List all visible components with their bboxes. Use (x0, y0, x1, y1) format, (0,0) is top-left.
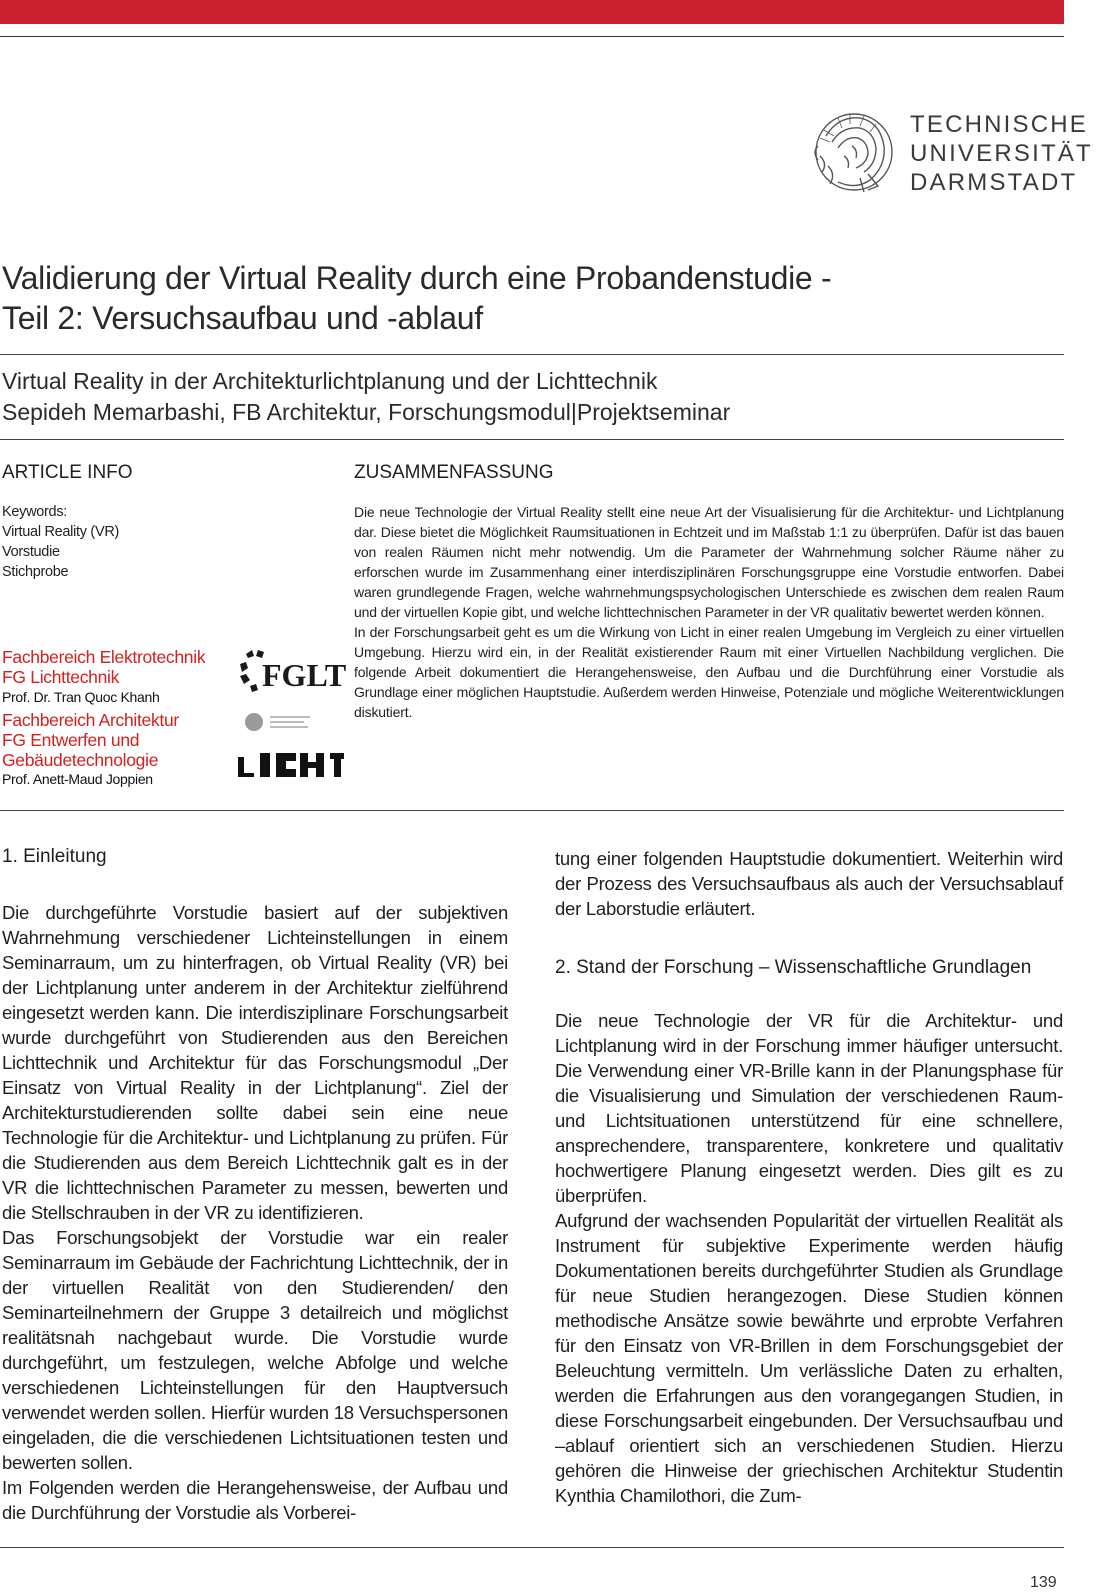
affiliation-group: FG Lichttechnik (2, 667, 120, 687)
abstract-text (354, 502, 1064, 722)
fglt-logo-icon (236, 646, 348, 694)
body-paragraph: Aufgrund der wachsenden Popularität der virtuellen Realität als Instrument für subjektive Experimente werden häufig Dokumentationen bereits durchgeführter Studien als Grundlage für neue Studien herangezogen. Diese Studien können methodische Ansätze sowie bewährte und erprobte Verfahren für den Einsatz von VR-Brillen in dem Forschungsgebiet der Beleuchtung vermitteln. Um verlässliche Daten zu erhalten, werden die Erfahrungen aus den vorangegangen Studien, in diese Forschungsarbeit eingebunden. Der Versuchsaufbau und –ablauf orientiert sich an verschiedenen Studien. Hierzu gehören die Hinweise der griechischen Architektur Studentin Kynthia Chamilothori, die Zum- (555, 1210, 1063, 1506)
affiliation-group: Gebäudetechnologie (2, 750, 159, 770)
keyword-item: Stichprobe (2, 564, 69, 580)
paper-title (2, 258, 831, 338)
footer-rule (0, 1547, 1064, 1548)
body-paragraph: Die neue Technologie der VR für die Architektur- und Lichtplanung wird in der Forschung immer häufiger untersucht. Die Verwendung einer VR-Brille kann in der Planungsphase für die Visualisierung und Simulation der verschiedenen Raum- und Lichtsituationen unterstützend für eine schnellere, ansprechendere, transparentere, konkretere und qualitativ hochwertigere Planung eingesetzt werden. Dies gilt es zu überprüfen. (555, 1010, 1063, 1206)
affiliation-professor: Prof. Dr. Tran Quoc Khanh (2, 689, 160, 705)
header-color-bar (0, 0, 1064, 24)
university-logo-icon (808, 106, 896, 198)
svg-text:FGLT: FGLT (262, 657, 347, 693)
author-line: Sepideh Memarbashi, FB Architektur, Forschungsmodul|Projektseminar (2, 399, 731, 425)
body-paragraph: tung einer folgenden Hauptstudie dokumentiert. Weiterhin wird der Prozess des Versuchsaufbaus als auch der Versuchsablauf der Laborstudie erläutert. (555, 848, 1063, 919)
university-name-line: UNIVERSITÄT (910, 140, 1093, 167)
affiliation-group: FG Entwerfen und (2, 730, 140, 750)
paper-subtitle (2, 366, 730, 428)
body-column-left (2, 900, 508, 1525)
licht-logo-icon (238, 751, 346, 779)
affiliation-professor: Prof. Anett-Maud Joppien (2, 771, 153, 787)
body-paragraph: Im Folgenden werden die Herangehensweise, der Aufbau und die Durchführung der Vorstudie als Vorberei- (2, 1477, 508, 1523)
subtitle-line-1: Virtual Reality in der Architekturlichtplanung und der Lichttechnik (2, 368, 658, 394)
university-name-line: DARMSTADT (910, 169, 1078, 196)
page-number: 139 (1030, 1574, 1057, 1591)
body-column-right (555, 846, 1063, 921)
body-paragraph: Das Forschungsobjekt der Vorstudie war ein realer Seminarraum im Gebäude der Fachrichtung Lichttechnik, der in der virtuellen Realität von den Studierenden/ den Seminarteilnehmern der Gruppe 3 detailreich und möglichst realitätsnah nachgebaut wurde. Die Vorstudie wurde durchgeführt, um festzulegen, welche Abfolge und welche verschiedenen Lichteinstellungen für den Hauptversuch verwendet werden sollen. Hierfür wurden 18 Versuchspersonen eingeladen, die die verschiedenen Lichtsituationen testen und bewerten sollen. (2, 1227, 508, 1473)
abstract-rule (0, 810, 1064, 811)
university-name (910, 110, 1093, 197)
abstract-paragraph: In der Forschungsarbeit geht es um die Wirkung von Licht in einer realen Umgebung im Vergleich zu einer virtuellen Umgebung. Hierzu wird ein, in der Realität existierender Raum mit einer Virtuellen Nachbildung verglichen. Die folgende Arbeit dokumentiert die Herangehensweise, den Aufbau und die Durchführung einer Vorstudie als Grundlage einer möglichen Hauptstudie. Außerdem werden Hinweise, Potenziale und mögliche Weiterentwicklungen diskutiert. (354, 624, 1064, 720)
title-line-1: Validierung der Virtual Reality durch eine Probandenstudie - (2, 260, 832, 296)
affiliation-department: Fachbereich Elektrotechnik (2, 647, 206, 667)
body-column-right-continued (555, 1008, 1063, 1508)
section-1-heading: 1. Einleitung (2, 846, 107, 867)
title-rule (0, 354, 1064, 355)
abstract-paragraph: Die neue Technologie der Virtual Reality stellt eine neue Art der Visualisierung für die Architektur- und Lichtplanung dar. Diese bietet die Möglichkeit Raumsituationen in Echtzeit und im Maßstab 1:1 zu überprüfen. Dafür ist das bauen von realen Räumen nicht mehr notwendig. Um die Parameter der Wahrnehmung solcher Räume näher zu erforschen wurde im Zusammenhang einer interdisziplinären Forschungsgruppe eine Vorstudie entworfen. Dabei waren grundlegende Fragen, welche wahrnehmungspsychologischen Unterschiede es zwischen dem realen Raum und der virtuellen Kopie gibt, und welche lichttechnischen Parameter in der VR qualitativ bewertet werden können. (354, 504, 1064, 620)
department-seal-icon (242, 708, 342, 736)
subtitle-rule (0, 439, 1064, 440)
keyword-item: Virtual Reality (VR) (2, 524, 120, 540)
university-name-line: TECHNISCHE (910, 111, 1089, 138)
title-line-2: Teil 2: Versuchsaufbau und -ablauf (2, 300, 483, 336)
body-paragraph: Die durchgeführte Vorstudie basiert auf der subjektiven Wahrnehmung verschiedener Lichteinstellungen in einem Seminarraum, um zu hinterfragen, ob Virtual Reality (VR) bei der Lichtplanung unter anderem in der Architektur zielführend eingesetzt werden kann. Die interdisziplinare Forschungsarbeit wurde durchgeführt von Studierenden aus den Bereichen Lichttechnik und Architektur für das Forschungsmodul „Der Einsatz von Virtual Reality in der Lichtplanung“. Ziel der Architekturstudierenden sollte dabei sein eine neue Technologie für die Architektur- und Lichtplanung zu prüfen. Für die Studierenden aus dem Bereich Lichttechnik galt es in der VR die lichttechnischen Parameter zu messen, bewerten und die Stellschrauben in der VR zu identifizieren. (2, 902, 508, 1223)
keywords-label: Keywords: (2, 504, 67, 520)
affiliation-department: Fachbereich Architektur (2, 710, 179, 730)
keywords-list (2, 502, 119, 582)
article-info-heading: ARTICLE INFO (2, 462, 133, 483)
header-rule (0, 36, 1064, 37)
abstract-heading: ZUSAMMENFASSUNG (354, 462, 554, 483)
keyword-item: Vorstudie (2, 544, 60, 560)
section-2-heading: 2. Stand der Forschung – Wissenschaftliche Grundlagen (555, 957, 1032, 978)
